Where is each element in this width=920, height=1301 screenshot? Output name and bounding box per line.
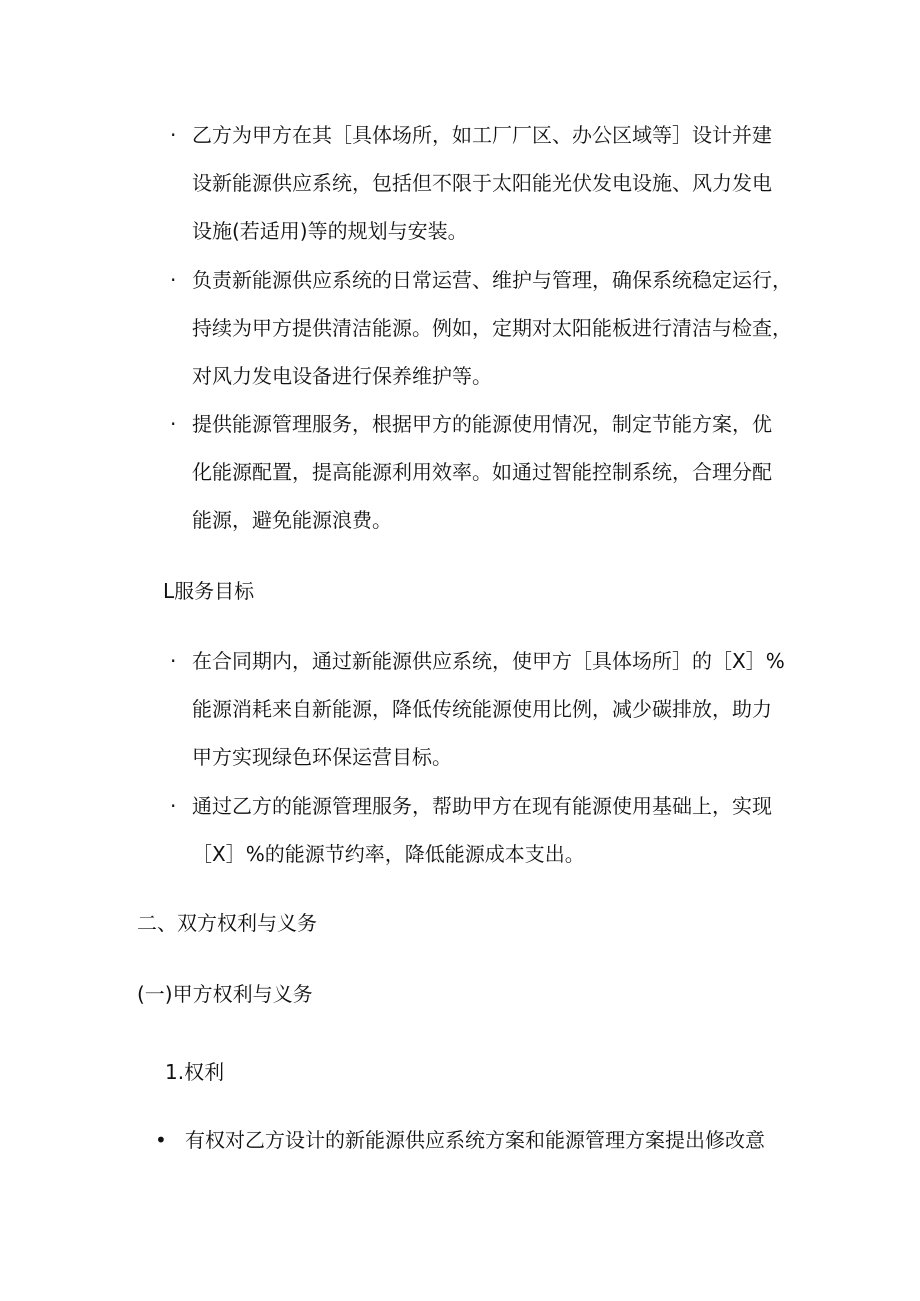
- list-item: [170, 400, 800, 544]
- section-heading: L服务目标: [163, 579, 255, 603]
- rights-list-item: [155, 1125, 805, 1155]
- list-item-text: [192, 637, 800, 781]
- text-line: 负责新能源供应系统的日常运营、维护与管理，确保系统稳定运行，: [192, 268, 792, 292]
- text-line: 能源消耗来自新能源，降低传统能源使用比例，减少碳排放，助力: [192, 697, 772, 721]
- list-item: [170, 782, 800, 878]
- text-line: 设施(若适用)等的规划与安装。: [192, 219, 468, 243]
- list-item: [170, 256, 800, 400]
- list-item-text: [192, 256, 800, 400]
- text-line: 持续为甲方提供清洁能源。例如，定期对太阳能板进行清洁与检查，: [192, 316, 792, 340]
- bullet-dot: ·: [170, 123, 177, 147]
- bullet-dot: ·: [170, 268, 177, 292]
- rights-heading: 1.权利: [165, 1060, 225, 1084]
- list-item: [170, 637, 800, 781]
- text-line: 通过乙方的能源管理服务，帮助甲方在现有能源使用基础上，实现: [192, 794, 772, 818]
- list-item-text: [192, 400, 800, 544]
- text-line: 对风力发电设备进行保养维护等。: [192, 364, 492, 388]
- text-line: 乙方为甲方在其［具体场所，如工厂厂区、办公区域等］设计并建: [192, 123, 772, 147]
- text-line: 能源，避免能源浪费。: [192, 508, 392, 532]
- list-item-text: [192, 111, 800, 255]
- list-item-text: [192, 782, 800, 878]
- bullet-dot: ·: [170, 412, 177, 436]
- bullet-dot: •: [155, 1128, 167, 1152]
- text-line: 在合同期内，通过新能源供应系统，使甲方［具体场所］的［X］%: [192, 649, 785, 673]
- list-item: [170, 111, 800, 255]
- chapter-heading: 二、双方权利与义务: [137, 911, 317, 935]
- bullet-dot: ·: [170, 649, 177, 673]
- text-line: 甲方实现绿色环保运营目标。: [192, 745, 452, 769]
- text-line: 设新能源供应系统，包括但不限于太阳能光伏发电设施、风力发电: [192, 171, 772, 195]
- bullet-dot: ·: [170, 794, 177, 818]
- text-line: 有权对乙方设计的新能源供应系统方案和能源管理方案提出修改意: [185, 1128, 765, 1152]
- text-line: ［X］%的能源节约率，降低能源成本支出。: [192, 842, 585, 866]
- sub-heading: (一)甲方权利与义务: [137, 982, 313, 1006]
- text-line: 提供能源管理服务，根据甲方的能源使用情况，制定节能方案，优: [192, 412, 772, 436]
- text-line: 化能源配置，提高能源利用效率。如通过智能控制系统，合理分配: [192, 460, 772, 484]
